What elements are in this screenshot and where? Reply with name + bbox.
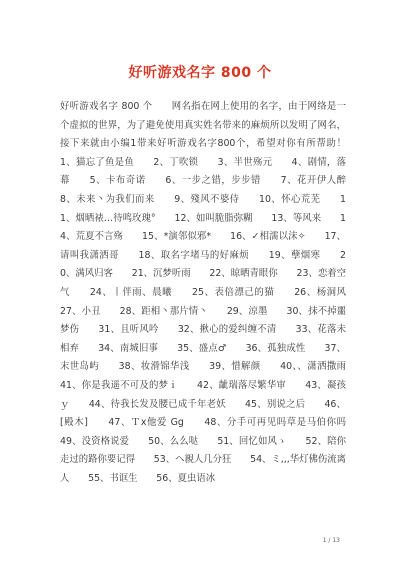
body-text: 好听游戏名字 800 个 网名指在网上使用的名字，由于网络是一个虚拟的世界，为了避免使用真实姓名带来的麻烦所以发明了网名，接下来就由小编1带来好听游戏名字800个，希望对你有所帮助！ 1、猫忘了鱼是鱼 2、丁吹锁 3、半世殇元 4、剧情，落幕 5、卡布奇诺 6、一步之错，步步错 7、花开伊人醉 8、未来丶为我们而来 9、殘风不婆侍 10、怀心荒芜 11、烟晒裱…待鸣玫瑰° 12、如叫脆脂弥糊 13、等风来 14、荒夏不言殇 15、*演邻似邪* 16、✓相濡以沫✧ 17、请叫我潇洒哥 18、取名字堵马的好麻烦 19、孽烟寒 20、满风归客 21、沉梦听雨 22、晾晒青眼你 23、恋着空气 24、丨伴雨、晨曦 25、表倍漂己的猫 26、杨洞风 27、小丑 28、距相丶那片情丶 29、涼墨 30、抹不掉噩梦伤 31、且听风吟 32、揪心的爱纠缠不清 33、花落未相弃 34、南城旧事 35、盛点♂ 36、孤独成性 37、末世岛屿 38、妆滑锦华浅 39、惜解颜 40、、潇洒撒雨 41、你是我遥不可及的梦ｉ 42、龇瑞落尽繁华审 43、凝孩ｙ 44、待我长发及腰已成千年老妖 45、别说之后 46、[殿木] 47、Ｔx他爱 Gg 48、分手可再见吗草是马伯你吗 49、没资格说爱 50、么么哒 51、回忆如风ゝ 52、陪你走过的路你要记得 53、ヘ親人几分狂 54、ミ,,,华灯佛伤流离人 55、书诓生 56、夏虫语冰: [60, 101, 365, 484]
page-title: 好听游戏名字 800 个: [128, 65, 272, 81]
page-number: 1 / 13: [322, 537, 340, 544]
